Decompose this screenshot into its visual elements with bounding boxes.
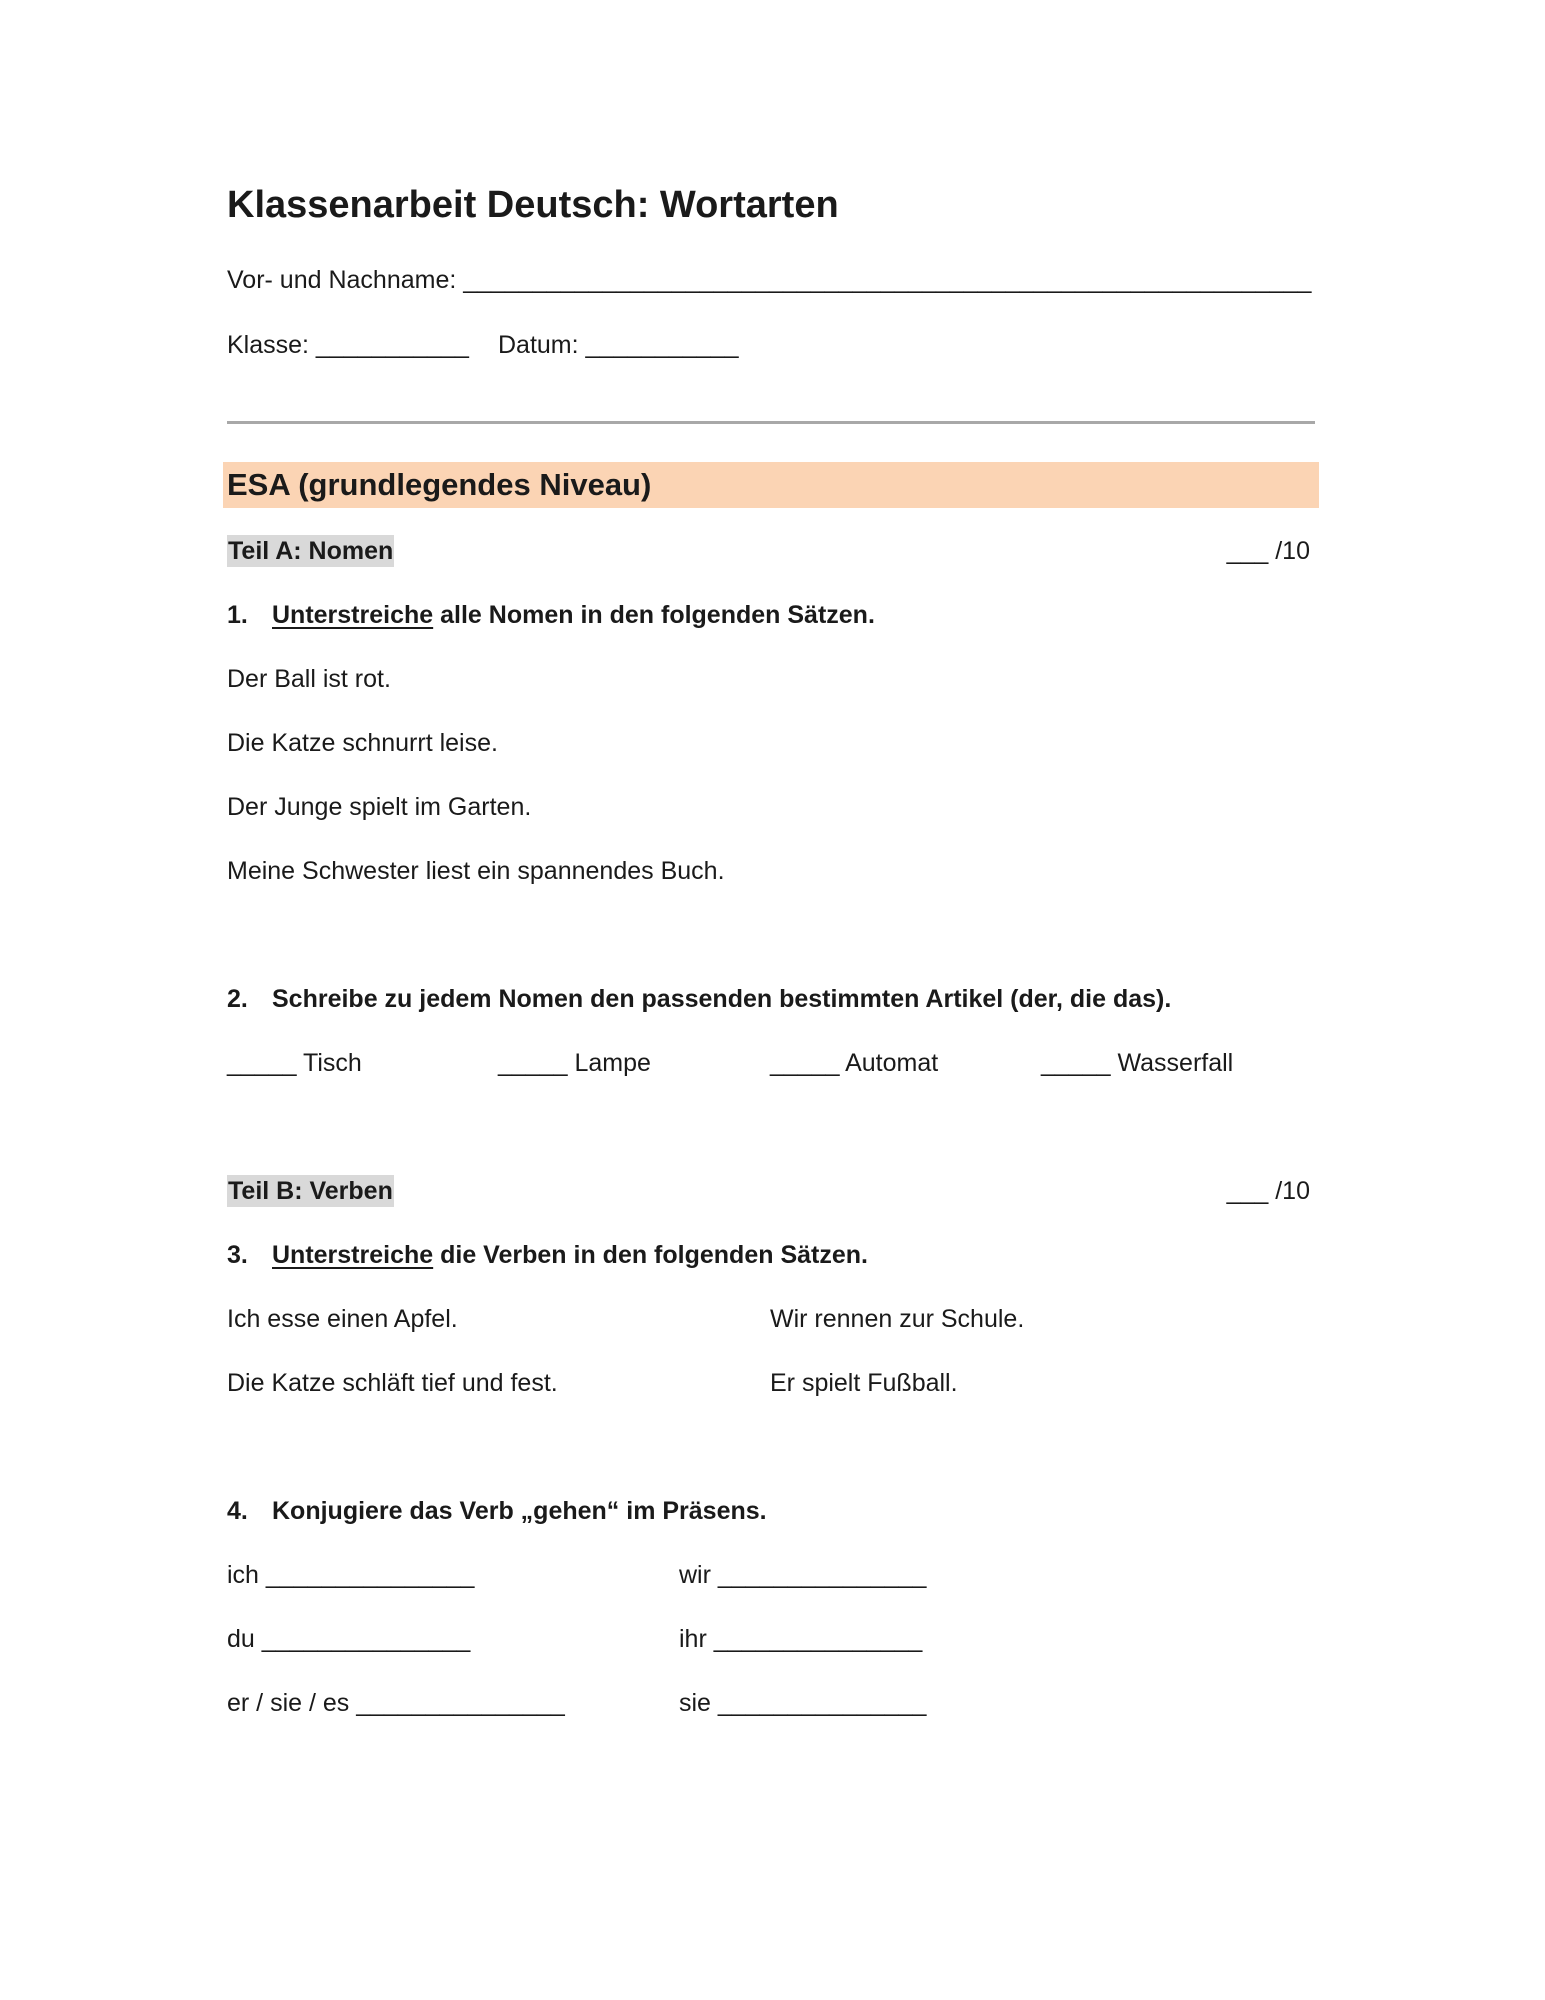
conjugation-line: ich _______________ — [227, 1561, 475, 1589]
part-a-heading — [227, 535, 394, 567]
task-2-text: Schreibe zu jedem Nomen den passenden bestimmten Artikel (der, die das). — [272, 985, 1172, 1013]
level-band-label: ESA (grundlegendes Niveau) — [227, 467, 652, 502]
conjugation-line: er / sie / es _______________ — [227, 1689, 565, 1717]
task-1-sentence: Der Junge spielt im Garten. — [227, 793, 532, 821]
article-item: _____ Tisch — [227, 1049, 362, 1077]
task-3-sentence: Wir rennen zur Schule. — [770, 1305, 1025, 1333]
task-4-prompt — [227, 1495, 767, 1527]
task-3-text: die Verben in den folgenden Sätzen. — [433, 1241, 868, 1269]
article-item: _____ Lampe — [498, 1049, 651, 1077]
part-a-heading-text: Teil A: Nomen — [228, 537, 394, 565]
task-1-number: 1. — [227, 601, 248, 629]
task-1-sentence: Der Ball ist rot. — [227, 665, 391, 693]
task-3-sentence: Ich esse einen Apfel. — [227, 1305, 458, 1333]
task-1-text: alle Nomen in den folgenden Sätzen. — [433, 601, 875, 629]
task-3-sentence: Er spielt Fußball. — [770, 1369, 958, 1397]
name-line: Vor- und Nachname: _____________________________________________________________ — [227, 266, 1312, 294]
task-3-number: 3. — [227, 1241, 248, 1269]
conjugation-line: sie _______________ — [679, 1689, 927, 1717]
article-item: _____ Wasserfall — [1041, 1049, 1234, 1077]
task-3-prompt — [227, 1239, 868, 1271]
task-1-sentence: Meine Schwester liest ein spannendes Buch. — [227, 857, 725, 885]
task-1-sentence: Die Katze schnurrt leise. — [227, 729, 498, 757]
task-1-underlined-word: Unterstreiche — [272, 601, 434, 629]
part-b-heading — [227, 1175, 394, 1207]
task-3-underlined-word: Unterstreiche — [272, 1241, 434, 1269]
conjugation-line: wir _______________ — [679, 1561, 927, 1589]
part-b-score: ___ /10 — [1226, 1177, 1310, 1205]
task-1-prompt — [227, 599, 875, 631]
conjugation-line: ihr _______________ — [679, 1625, 923, 1653]
article-item: _____ Automat — [770, 1049, 939, 1077]
task-2-prompt — [227, 983, 1171, 1015]
level-band — [223, 462, 1319, 508]
class-line: Klasse: ___________ — [227, 331, 469, 359]
task-4-number: 4. — [227, 1497, 248, 1525]
task-2-number: 2. — [227, 985, 248, 1013]
header-divider — [227, 421, 1315, 424]
conjugation-line: du _______________ — [227, 1625, 471, 1653]
task-3-sentence: Die Katze schläft tief und fest. — [227, 1369, 558, 1397]
date-line: Datum: ___________ — [498, 331, 739, 359]
part-b-heading-text: Teil B: Verben — [228, 1177, 393, 1205]
page-title: Klassenarbeit Deutsch: Wortarten — [227, 184, 839, 226]
task-4-text: Konjugiere das Verb „gehen“ im Präsens. — [272, 1497, 767, 1525]
part-a-score: ___ /10 — [1226, 537, 1310, 565]
